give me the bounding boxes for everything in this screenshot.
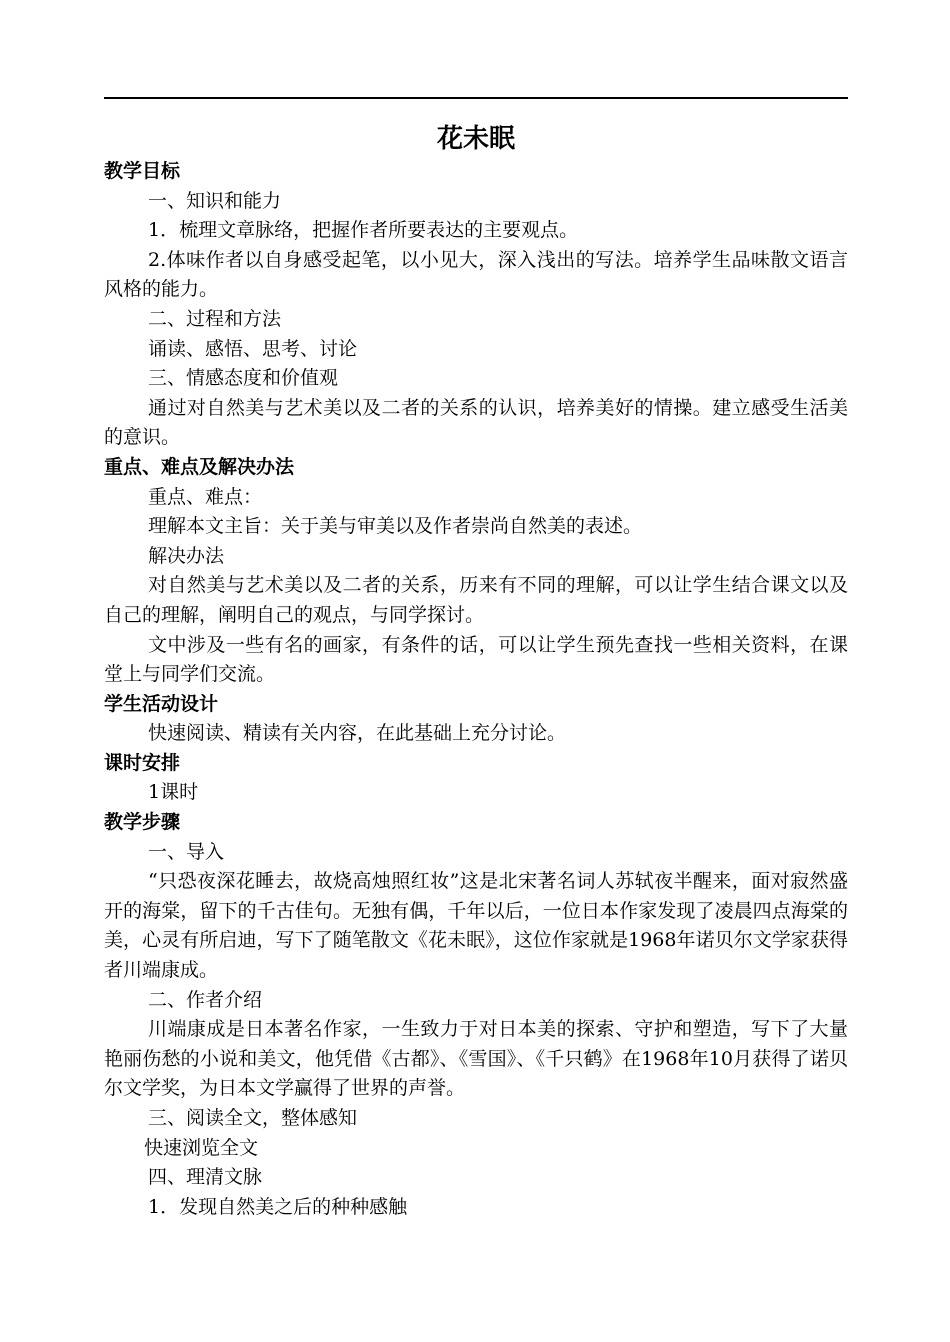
section-heading: 重点、难点及解决办法 <box>104 455 295 478</box>
document-body <box>104 157 848 1222</box>
paragraph: 1．梳理文章脉络，把握作者所要表达的主要观点。 <box>148 219 579 242</box>
paragraph: 快速阅读、精读有关内容，在此基础上充分讨论。 <box>148 722 567 745</box>
section-heading: 教学目标 <box>104 160 181 182</box>
section-heading: 课时安排 <box>104 751 181 774</box>
paragraph: 二、过程和方法 <box>148 307 282 330</box>
paragraph: 1．发现自然美之后的种种感触 <box>148 1195 408 1218</box>
document-page <box>104 97 848 1222</box>
paragraph: 一、知识和能力 <box>148 189 282 212</box>
section-heading: 学生活动设计 <box>104 692 219 715</box>
paragraph: 一、导入 <box>148 840 225 863</box>
header-rule <box>104 97 848 99</box>
document-title: 花未眠 <box>436 124 515 154</box>
paragraph: 川端康成是日本著名作家，一生致力于对日本美的探索、守护和塑造，写下了大量艳丽伤愁的小说和美文，他凭借《古都》、《雪国》、《千只鹤》在1968年10月获得了诺贝尔文学奖，为日本文学赢得了世界的声誉。 <box>104 1018 848 1100</box>
paragraph: 2.体味作者以自身感受起笔，以小见大，深入浅出的写法。培养学生品味散文语言风格的能力。 <box>104 248 848 301</box>
paragraph: 快速浏览全文 <box>144 1136 259 1159</box>
paragraph: 理解本文主旨：关于美与审美以及作者崇尚自然美的表述。 <box>148 515 643 538</box>
paragraph: 对自然美与艺术美以及二者的关系，历来有不同的理解，可以让学生结合课文以及自己的理解，阐明自己的观点，与同学探讨。 <box>104 574 848 626</box>
paragraph: 诵读、感悟、思考、讨论 <box>148 337 358 360</box>
paragraph: 解决办法 <box>148 544 225 567</box>
paragraph: 文中涉及一些有名的画家，有条件的话，可以让学生预先查找一些相关资料，在课堂上与同学们交流。 <box>104 633 848 686</box>
paragraph: 三、阅读全文，整体感知 <box>148 1107 358 1129</box>
paragraph: 三、情感态度和价值观 <box>148 367 339 390</box>
paragraph: 通过对自然美与艺术美以及二者的关系的认识，培养美好的情操。建立感受生活美的意识。 <box>104 396 848 449</box>
section-heading: 教学步骤 <box>104 811 181 834</box>
paragraph: 四、理清文脉 <box>148 1166 263 1189</box>
paragraph: 二、作者介绍 <box>148 988 263 1011</box>
paragraph: 1课时 <box>148 781 199 804</box>
paragraph: 重点、难点： <box>148 485 263 508</box>
paragraph: “只恐夜深花睡去，故烧高烛照红妆”这是北宋著名词人苏轼夜半醒来，面对寂然盛开的海棠，留下的千古佳句。无独有偶，千年以后，一位日本作家发现了凌晨四点海棠的美，心灵有所启迪，写下了随笔散文《花未眠》，这位作家就是1968年诺贝尔文学家获得者川端康成。 <box>104 870 848 982</box>
